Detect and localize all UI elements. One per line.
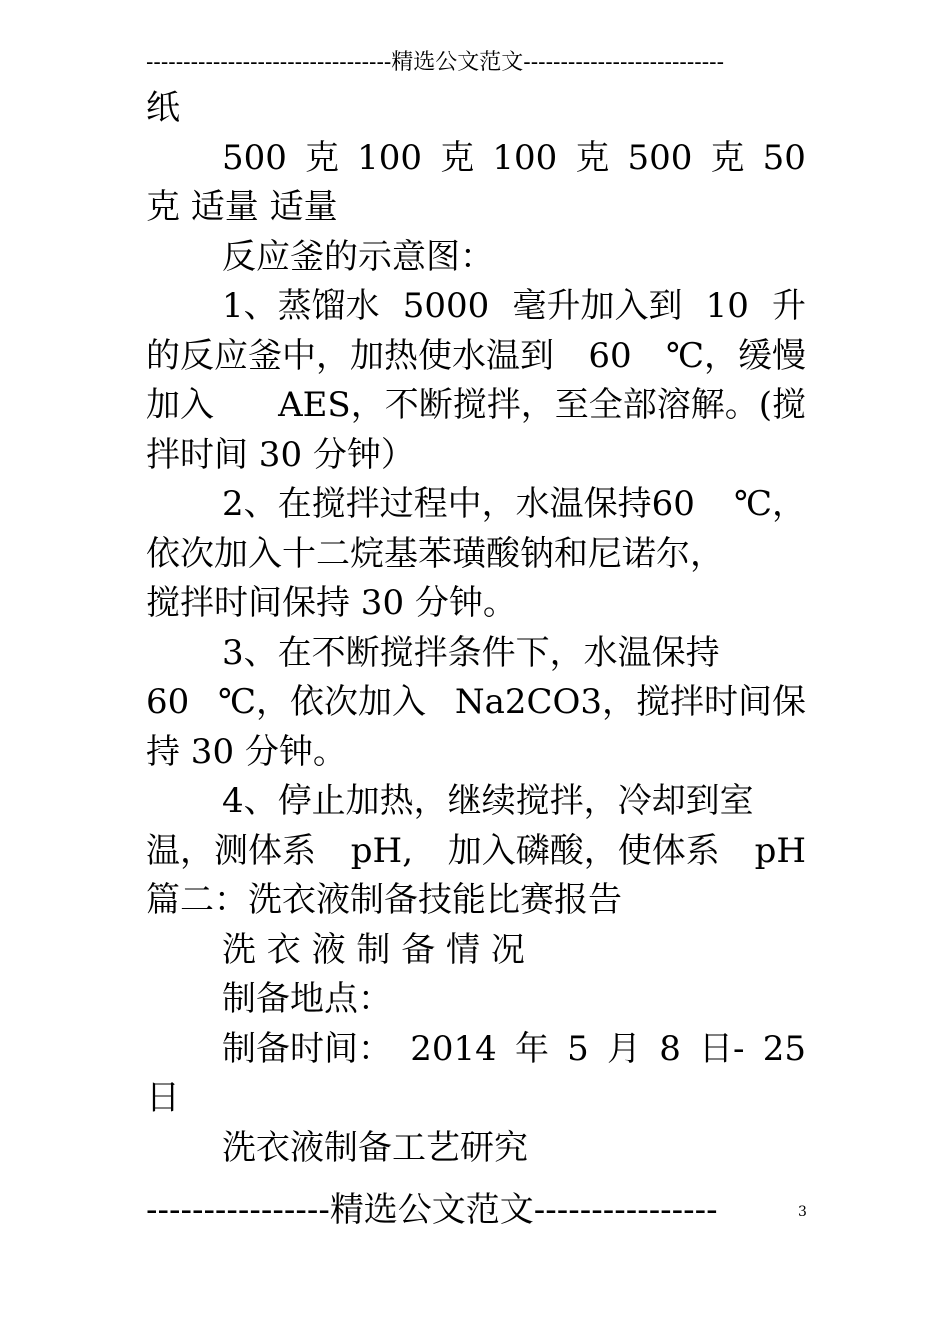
text-line [146, 827, 806, 877]
text-token: 克 [710, 137, 745, 178]
text-token: 加入磷酸，使体系 [447, 830, 720, 871]
text-token: 100 [492, 137, 558, 178]
text-token: 1、蒸馏水 [222, 286, 380, 326]
text-token: 60 [146, 682, 190, 722]
text-line: 搅拌时间保持 30 分钟。 [146, 583, 517, 623]
text-token: 500 [627, 137, 693, 178]
text-token: 5 [567, 1028, 589, 1069]
text-line [146, 282, 806, 332]
text-token: 毫升加入到 [512, 286, 683, 326]
text-token: 5000 [402, 286, 490, 326]
text-token: 60 [588, 335, 632, 376]
text-token: 升 [772, 286, 806, 326]
text-line: 制备地点： [222, 979, 392, 1019]
text-token: 8 [659, 1028, 681, 1069]
text-token: 10 [705, 286, 749, 326]
text-token: ℃，缓慢 [665, 335, 806, 376]
text-token: 克 [575, 137, 610, 178]
text-token: pH, [350, 830, 414, 871]
text-token: 2、在搅拌过程中，水温保持60 [222, 484, 695, 524]
text-line [146, 134, 806, 184]
text-token: 克 [305, 137, 340, 178]
text-token: 日- [699, 1028, 745, 1069]
text-token: 年 [514, 1028, 549, 1069]
page-number: 3 [798, 1204, 807, 1220]
text-token: 50 [762, 137, 806, 178]
page-header: ---------------------------------精选公文范文--------------------------- [146, 50, 725, 75]
text-token: 2014 [410, 1028, 497, 1069]
text-token: AES，不断搅拌，至全部溶解。(搅 [278, 385, 806, 425]
text-token: ℃， [733, 484, 806, 524]
text-token: 温，测体系 [146, 830, 316, 871]
text-token: 4、停止加热，继续搅拌，冷却到室 [222, 781, 754, 821]
text-token: ℃，依次加入 [218, 682, 427, 722]
text-line [146, 678, 806, 728]
text-line [146, 332, 806, 382]
text-token: 克 [440, 137, 475, 178]
text-line: 反应釜的示意图： [222, 236, 494, 277]
text-token: 500 [222, 137, 287, 178]
text-line: 拌时间 30 分钟） [146, 434, 415, 475]
text-line: 持 30 分钟。 [146, 731, 347, 772]
text-token: 25 [762, 1028, 806, 1069]
text-line: 日 [146, 1078, 180, 1118]
text-line: 篇二：洗衣液制备技能比赛报告 [146, 880, 622, 920]
text-line: 3、在不断搅拌条件下，水温保持 [222, 632, 720, 673]
text-line [146, 480, 806, 530]
document-body [146, 84, 806, 1173]
text-token: 制备时间： [222, 1028, 392, 1069]
text-token: 加入 [146, 385, 214, 425]
text-line: 克 适量 适量 [146, 187, 338, 227]
text-line: 依次加入十二烷基苯璜酸钠和尼诺尔， [146, 533, 724, 574]
text-line: 洗 衣 液 制 备 情 况 [222, 929, 525, 970]
text-line: 洗衣液制备工艺研究 [222, 1127, 528, 1168]
page-footer: ----------------精选公文范文---------------- [146, 1190, 718, 1230]
text-token: Na2CO3，搅拌时间保 [454, 682, 806, 722]
text-line [146, 777, 806, 827]
text-line [146, 381, 806, 431]
text-token: 100 [357, 137, 423, 178]
text-token: 月 [606, 1028, 641, 1069]
text-token: 的反应釜中，加热使水温到 [146, 335, 554, 376]
text-line [146, 1025, 806, 1075]
text-line: 纸 [146, 88, 180, 128]
text-token: pH [754, 830, 806, 871]
